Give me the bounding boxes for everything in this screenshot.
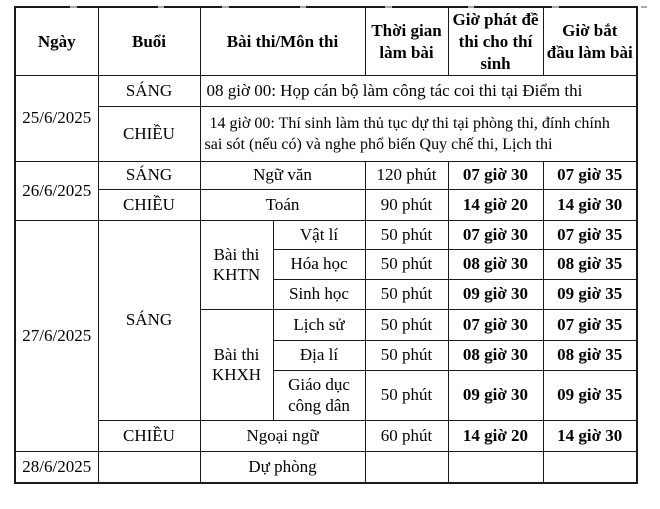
- table-row: [15, 76, 637, 107]
- session-cell: CHIỀU: [98, 190, 200, 221]
- cropped-text-fragment: [0, 6, 660, 10]
- col-header-start-time: Giờ bắt đầu làm bài: [543, 7, 637, 76]
- handout-time-cell: 07 giờ 30: [448, 221, 543, 250]
- col-header-exam-subject: Bài thi/Môn thi: [200, 7, 365, 76]
- session-cell: SÁNG: [98, 76, 200, 107]
- subject-cell: Vật lí: [273, 221, 365, 250]
- table-row: [15, 162, 637, 190]
- handout-time-cell: 08 giờ 30: [448, 250, 543, 280]
- subject-cell: Giáo dục công dân: [273, 371, 365, 421]
- handout-time-cell: 14 giờ 20: [448, 421, 543, 452]
- exam-group-cell: Bài thi KHXH: [200, 310, 273, 421]
- empty-cell: [98, 452, 200, 483]
- exam-group-cell: Bài thi KHTN: [200, 221, 273, 310]
- subject-cell: Lịch sử: [273, 310, 365, 341]
- date-cell: 27/6/2025: [15, 221, 98, 452]
- start-time-cell: 14 giờ 30: [543, 190, 637, 221]
- handout-time-cell: 08 giờ 30: [448, 341, 543, 371]
- note-cell: [200, 107, 637, 162]
- date-cell: 25/6/2025: [15, 76, 98, 162]
- handout-time-cell: 09 giờ 30: [448, 280, 543, 310]
- start-time-cell: 07 giờ 35: [543, 310, 637, 341]
- handout-time-cell: 07 giờ 30: [448, 162, 543, 190]
- handout-time-cell: 09 giờ 30: [448, 371, 543, 421]
- duration-cell: 90 phút: [365, 190, 448, 221]
- start-time-cell: 08 giờ 35: [543, 341, 637, 371]
- empty-cell: [543, 452, 637, 483]
- col-header-session: Buổi: [98, 7, 200, 76]
- start-time-cell: 09 giờ 35: [543, 280, 637, 310]
- table-row: [15, 452, 637, 483]
- start-time-cell: 07 giờ 35: [543, 221, 637, 250]
- date-cell: 28/6/2025: [15, 452, 98, 483]
- subject-cell: Dự phòng: [200, 452, 365, 483]
- handout-time-cell: 14 giờ 20: [448, 190, 543, 221]
- table-row: [15, 421, 637, 452]
- duration-cell: 120 phút: [365, 162, 448, 190]
- table-row: [15, 107, 637, 162]
- start-time-cell: 14 giờ 30: [543, 421, 637, 452]
- empty-cell: [448, 452, 543, 483]
- duration-cell: 50 phút: [365, 371, 448, 421]
- session-cell: SÁNG: [98, 162, 200, 190]
- note-line: 14 giờ 00: Thí sinh làm thủ tục dự thi tại phòng thi, đính chính: [209, 114, 610, 132]
- start-time-cell: 07 giờ 35: [543, 162, 637, 190]
- duration-cell: 50 phút: [365, 280, 448, 310]
- note-line: sai sót (nếu có) và nghe phổ biến Quy chế thi, Lịch thi: [204, 136, 553, 154]
- duration-cell: 50 phút: [365, 310, 448, 341]
- table-row: [15, 221, 637, 250]
- duration-cell: 50 phút: [365, 250, 448, 280]
- date-cell: 26/6/2025: [15, 162, 98, 221]
- session-cell: CHIỀU: [98, 107, 200, 162]
- note-cell: 08 giờ 00: Họp cán bộ làm công tác coi thi tại Điểm thi: [200, 76, 637, 107]
- subject-cell: Ngữ văn: [200, 162, 365, 190]
- subject-cell: Hóa học: [273, 250, 365, 280]
- handout-time-cell: 07 giờ 30: [448, 310, 543, 341]
- duration-cell: 50 phút: [365, 341, 448, 371]
- empty-cell: [365, 452, 448, 483]
- start-time-cell: 09 giờ 35: [543, 371, 637, 421]
- page: [0, 6, 660, 509]
- col-header-date: Ngày: [15, 7, 98, 76]
- session-cell: CHIỀU: [98, 421, 200, 452]
- exam-schedule-table: [14, 6, 638, 484]
- table-row: [15, 190, 637, 221]
- session-cell: SÁNG: [98, 221, 200, 421]
- subject-cell: Sinh học: [273, 280, 365, 310]
- header-row: [15, 7, 637, 76]
- subject-cell: Toán: [200, 190, 365, 221]
- start-time-cell: 08 giờ 35: [543, 250, 637, 280]
- duration-cell: 60 phút: [365, 421, 448, 452]
- subject-cell: Địa lí: [273, 341, 365, 371]
- col-header-handout-time: Giờ phát đề thi cho thí sinh: [448, 7, 543, 76]
- subject-cell: Ngoại ngữ: [200, 421, 365, 452]
- col-header-duration: Thời gian làm bài: [365, 7, 448, 76]
- duration-cell: 50 phút: [365, 221, 448, 250]
